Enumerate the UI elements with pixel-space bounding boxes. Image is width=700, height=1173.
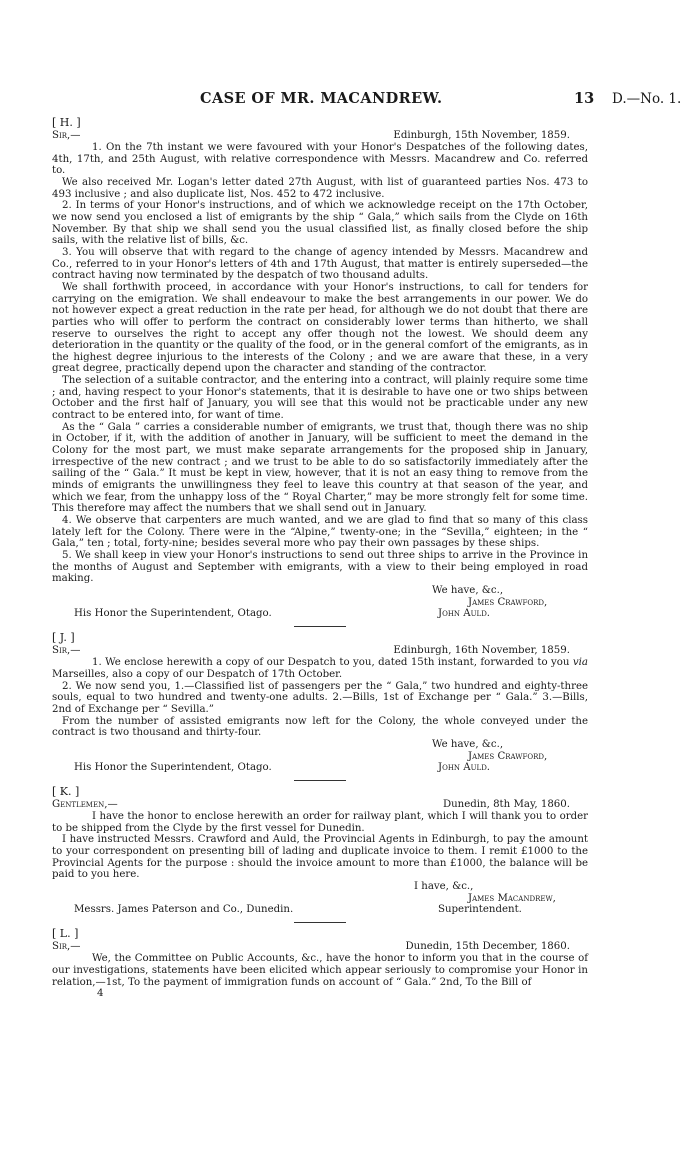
signature-row bbox=[52, 608, 588, 620]
letter-l bbox=[52, 927, 588, 1000]
signature: James Macandrew, bbox=[468, 892, 556, 904]
paragraph: We also received Mr. Logan's letter dated 27th August, with list of guaranteed parties Nos. 473 to 493 inclusive ; and also duplicate list, Nos. 452 to 472 inclusive. bbox=[52, 176, 588, 200]
signature-mark: 4 bbox=[97, 988, 104, 1000]
signature: John Auld. bbox=[438, 762, 491, 774]
paragraph bbox=[52, 657, 588, 680]
paper-reference: D.—No. 1. bbox=[612, 91, 682, 107]
page-title: CASE OF MR. MACANDREW. bbox=[200, 90, 443, 107]
paragraph: As the “ Gala ” carries a considerable number of emigrants, we trust that, though there was no ship in October, if it, with the addition of another in January, will be sufficient to meet the demand in the Colony for the most part, we must make separate arrangements for the proposed ship in January, irrespective of the new contract ; and we trust to be able to do so satisfactorily immediately after the sailing of the “ Gala.” It must be kept in view, however, that it is not an easy thing to remove from the minds of emigrants the unwillingness they feel to leave this country at that season of the year, and which we fear, from the unhappy loss of the “ Royal Charter,” may be more strongly felt for some time. This therefore may affect the numbers that we shall send out in January. bbox=[52, 421, 588, 515]
letter-h bbox=[52, 116, 588, 620]
divider bbox=[294, 626, 346, 627]
paragraph: 5. We shall keep in view your Honor's instructions to send out three ships to arrive in the Province in the months of August and September with emigrants, with a view to their being employed in road making. bbox=[52, 549, 588, 585]
paragraph: We shall forthwith proceed, in accordance with your Honor's instructions, to call for tenders for carrying on the emigration. We shall endeavour to make the best arrangements in our power. We do not however expect a great reduction in the rate per head, for although we do not doubt that there are parties who will offer to perform the contract on considerably lower terms than hitherto, we shall reserve to ourselves the right to accept any offer though not the lowest. We should deem any deterioration in the quantity or the quality of the food, or in the general comfort of the emigrants, as in the highest degree injurious to the interests of the Colony ; and we are aware that these, in a very great degree, practically depend upon the character and standing of the contractor. bbox=[52, 281, 588, 375]
paragraph: I have the honor to enclose herewith an order for railway plant, which I will thank you to order to be shipped from the Clyde by the first vessel for Dunedin. bbox=[52, 811, 588, 834]
signature: John Auld. bbox=[438, 608, 491, 620]
closing: I have, &c., bbox=[414, 881, 474, 893]
document-body bbox=[52, 116, 588, 1000]
salutation-row bbox=[52, 799, 588, 811]
closing: We have, &c., bbox=[432, 738, 504, 750]
addressee: His Honor the Superintendent, Otago. bbox=[74, 608, 272, 620]
page-number: 13 bbox=[574, 90, 595, 107]
paragraph: 4. We observe that carpenters are much wanted, and we are glad to find that so many of this class lately left for the Colony. There were in the “Alpine,” twenty-one; in the “Sevilla,” eighteen; in the “ Gala,” ten ; total, forty-nine; besides several more who pay their own passages by these ships. bbox=[52, 515, 588, 550]
salutation-row bbox=[52, 130, 588, 142]
closing: We have, &c., bbox=[432, 584, 504, 596]
letter-label: [ K. ] bbox=[52, 785, 80, 799]
paragraph: We, the Committee on Public Accounts, &c., have the honor to inform you that in the course of our investigations, statements have been elicited which appear seriously to compromise your Honor in relation,—1st, To the payment of immigration funds on account of “ Gala.” 2nd, To the Bill of bbox=[52, 953, 588, 988]
divider bbox=[294, 922, 346, 923]
paragraph-text: Marseilles, also a copy of our Despatch of 17th October. bbox=[52, 668, 343, 680]
paragraph: 1. On the 7th instant we were favoured with your Honor's Despatches of the following dates, 4th, 17th, and 25th August, with relative correspondence with Messrs. Macandrew and Co. referred to. bbox=[52, 142, 588, 177]
divider bbox=[294, 780, 346, 781]
paragraph: I have instructed Messrs. Crawford and Auld, the Provincial Agents in Edinburgh, to pay the amount to your correspondent on presenting bill of lading and duplicate invoice to them. I remit £1000 to the Provincial Agents for the purpose : should the invoice amount to more than £1000, the balance will be paid to you here. bbox=[52, 834, 588, 881]
signature: James Crawford, bbox=[468, 750, 548, 762]
salutation-row bbox=[52, 941, 588, 953]
paragraph: 2. We now send you, 1.—Classified list of passengers per the “ Gala,” two hundred and eighty-three souls, equal to two hundred and twenty-one adults. 2.—Bills, 1st of Exchange per “ Gala.” 3.—Bills, 2nd of Exchange per “ Sevilla.” bbox=[52, 680, 588, 715]
salutation: Sir,— bbox=[52, 130, 81, 141]
letter-date: Dunedin, 15th December, 1860. bbox=[405, 941, 570, 953]
letter-label: [ H. ] bbox=[52, 116, 81, 129]
paragraph: 2. In terms of your Honor's instructions, and of which we acknowledge receipt on the 17th October, we now send you enclosed a list of emigrants by the ship “ Gala,” which sails from the Clyde on 16th November. By that ship we shall send you the usual classified list, as finally closed before the ship sails, with the relative list of bills, &c. bbox=[52, 200, 588, 247]
addressee: Messrs. James Paterson and Co., Dunedin. bbox=[74, 904, 294, 916]
letter-date: Edinburgh, 15th November, 1859. bbox=[393, 130, 570, 141]
salutation: Sir,— bbox=[52, 645, 81, 657]
letter-j bbox=[52, 631, 588, 774]
paragraph: The selection of a suitable contractor, and the entering into a contract, will plainly require some time ; and, having respect to your Honor's statements, that it is desirable to have one or two ships between October and the first half of January, you will see that this would not be practicable under any new contract to be entered into, for want of time. bbox=[52, 375, 588, 422]
letter-date: Edinburgh, 16th November, 1859. bbox=[393, 645, 570, 657]
paragraph: From the number of assisted emigrants now left for the Colony, the whole conveyed under the contract is two thousand and thirty-four. bbox=[52, 715, 588, 739]
letter-date: Dunedin, 8th May, 1860. bbox=[442, 799, 570, 811]
signature: James Crawford, bbox=[468, 596, 548, 608]
salutation: Sir,— bbox=[52, 941, 81, 953]
paragraph: 3. You will observe that with regard to the change of agency intended by Messrs. Macandrew and Co., referred to in your Honor's letters of 4th and 17th August, that matter is entirely superseded—the contract having now terminated by the despatch of two thousand adults. bbox=[52, 246, 588, 282]
signature-row bbox=[52, 762, 588, 774]
italic-term: via bbox=[572, 657, 588, 669]
addressee: His Honor the Superintendent, Otago. bbox=[74, 762, 272, 774]
signature-row bbox=[52, 904, 588, 916]
signature-title: Superintendent. bbox=[438, 904, 522, 916]
salutation-row bbox=[52, 645, 588, 657]
salutation: Gentlemen,— bbox=[52, 799, 118, 811]
paragraph-text: 1. We enclose herewith a copy of our Despatch to you, dated 15th instant, forwarded to you bbox=[92, 657, 573, 669]
letter-label: [ L. ] bbox=[52, 927, 79, 941]
letter-k bbox=[52, 785, 588, 916]
letter-label: [ J. ] bbox=[52, 631, 75, 645]
